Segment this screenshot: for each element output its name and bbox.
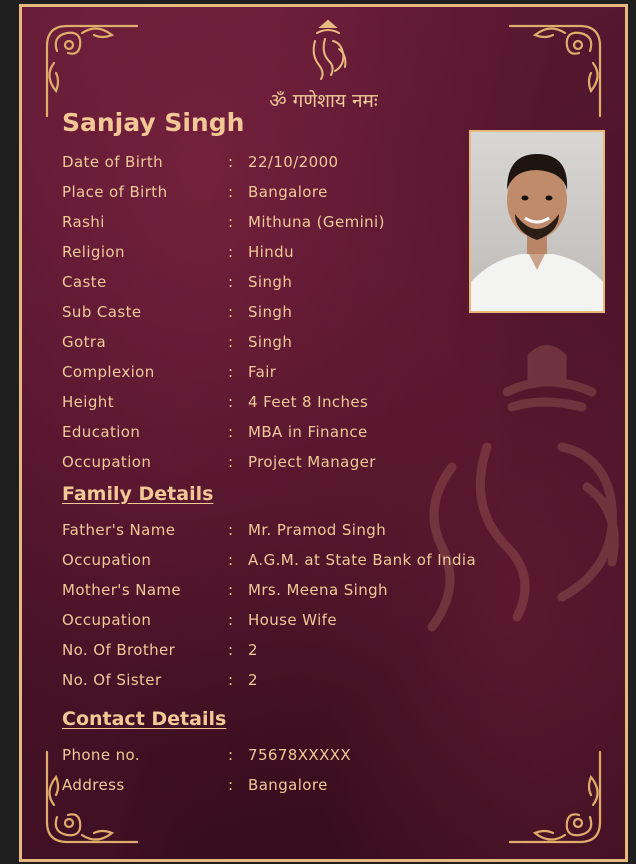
family-details: [62, 517, 602, 697]
detail-label: Religion: [62, 243, 125, 261]
contact-details-heading: Contact Details: [62, 708, 227, 730]
detail-label: No. Of Brother: [62, 641, 176, 659]
separator: :: [228, 363, 234, 381]
candidate-name: Sanjay Singh: [62, 108, 245, 137]
detail-row: [62, 547, 602, 577]
family-details-heading: Family Details: [62, 483, 214, 505]
separator: :: [228, 581, 234, 599]
detail-value: A.G.M. at State Bank of India: [248, 551, 477, 569]
detail-row: [62, 179, 602, 209]
separator: :: [228, 776, 234, 794]
detail-label: No. Of Sister: [62, 671, 162, 689]
detail-label: Father's Name: [62, 521, 176, 539]
detail-label: Gotra: [62, 333, 107, 351]
detail-row: [62, 389, 602, 419]
detail-row: [62, 742, 602, 772]
detail-value: Mr. Pramod Singh: [248, 521, 387, 539]
contact-details: [62, 742, 602, 802]
detail-row: [62, 209, 602, 239]
detail-row: [62, 329, 602, 359]
separator: :: [228, 611, 234, 629]
detail-value: Hindu: [248, 243, 294, 261]
detail-label: Phone no.: [62, 746, 141, 764]
separator: :: [228, 746, 234, 764]
detail-label: Occupation: [62, 611, 152, 629]
detail-value: Mrs. Meena Singh: [248, 581, 388, 599]
detail-label: Caste: [62, 273, 107, 291]
detail-label: Complexion: [62, 363, 155, 381]
detail-row: [62, 299, 602, 329]
detail-value: Singh: [248, 303, 293, 321]
biodata-card: [19, 4, 628, 862]
detail-label: Place of Birth: [62, 183, 168, 201]
detail-value: Fair: [248, 363, 277, 381]
detail-row: [62, 517, 602, 547]
detail-label: Sub Caste: [62, 303, 142, 321]
detail-value: 2: [248, 641, 258, 659]
detail-label: Rashi: [62, 213, 105, 231]
detail-value: Singh: [248, 333, 293, 351]
detail-row: [62, 637, 602, 667]
separator: :: [228, 153, 234, 171]
detail-value: House Wife: [248, 611, 337, 629]
detail-row: [62, 149, 602, 179]
separator: :: [228, 303, 234, 321]
detail-row: [62, 269, 602, 299]
detail-label: Education: [62, 423, 141, 441]
separator: :: [228, 423, 234, 441]
detail-row: [62, 449, 602, 479]
detail-label: Address: [62, 776, 125, 794]
detail-value: 2: [248, 671, 258, 689]
separator: :: [228, 213, 234, 231]
detail-value: Bangalore: [248, 776, 328, 794]
detail-value: Singh: [248, 273, 293, 291]
detail-value: 75678XXXXX: [248, 746, 352, 764]
separator: :: [228, 183, 234, 201]
detail-row: [62, 667, 602, 697]
detail-value: 22/10/2000: [248, 153, 339, 171]
separator: :: [228, 641, 234, 659]
detail-value: Project Manager: [248, 453, 376, 471]
detail-row: [62, 359, 602, 389]
separator: :: [228, 243, 234, 261]
separator: :: [228, 551, 234, 569]
invocation-text: ॐ गणेशाय नमः: [269, 90, 378, 112]
separator: :: [228, 273, 234, 291]
ganesha-icon: [303, 19, 353, 83]
separator: :: [228, 671, 234, 689]
detail-row: [62, 577, 602, 607]
detail-value: Bangalore: [248, 183, 328, 201]
personal-details: [62, 149, 602, 479]
detail-row: [62, 239, 602, 269]
detail-label: Date of Birth: [62, 153, 164, 171]
separator: :: [228, 521, 234, 539]
detail-row: [62, 772, 602, 802]
detail-label: Occupation: [62, 453, 152, 471]
detail-row: [62, 607, 602, 637]
separator: :: [228, 453, 234, 471]
separator: :: [228, 393, 234, 411]
detail-label: Mother's Name: [62, 581, 182, 599]
separator: :: [228, 333, 234, 351]
detail-value: Mithuna (Gemini): [248, 213, 385, 231]
detail-value: MBA in Finance: [248, 423, 368, 441]
detail-label: Height: [62, 393, 114, 411]
detail-row: [62, 419, 602, 449]
detail-value: 4 Feet 8 Inches: [248, 393, 369, 411]
detail-label: Occupation: [62, 551, 152, 569]
